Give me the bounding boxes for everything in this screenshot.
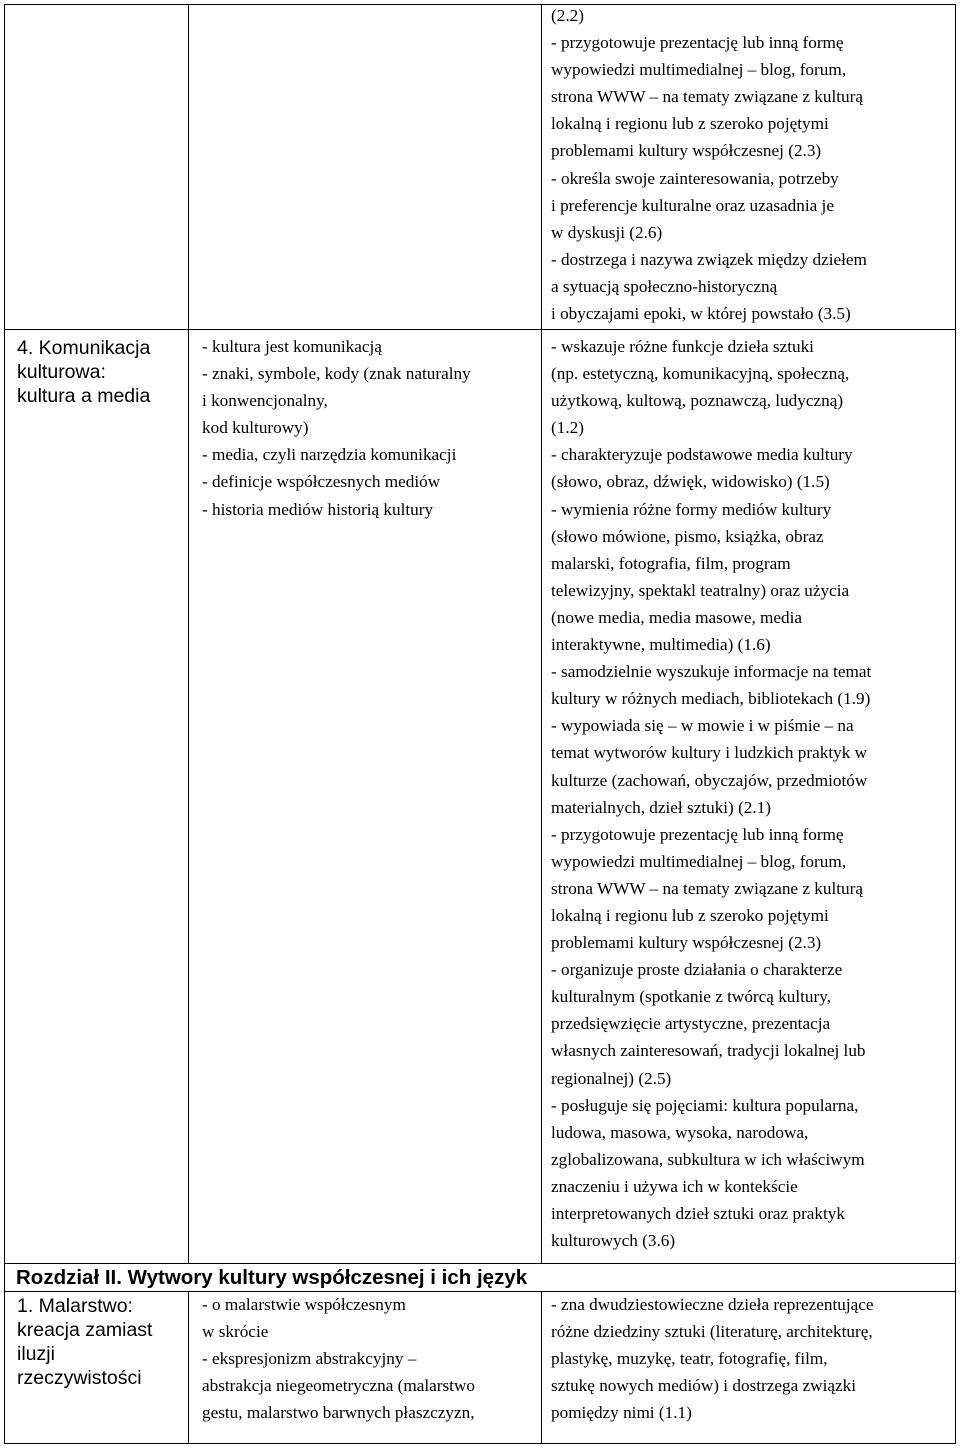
row1-effects-cell: [551, 1291, 874, 1426]
text-line: sztukę nowych mediów) i dostrzega związki: [551, 1376, 856, 1396]
section-heading: Rozdział II. Wytwory kultury współczesnej i ich język: [16, 1266, 528, 1289]
text-line: - charakteryzuje podstawowe media kultury: [551, 445, 853, 465]
text-line: (słowo, obraz, dźwięk, widowisko) (1.5): [551, 472, 830, 492]
text-line: znaczeniu i używa ich w kontekście: [551, 1176, 798, 1196]
text-line: różne dziedziny sztuki (literaturę, architekturę,: [551, 1322, 873, 1342]
text-line: temat wytworów kultury i ludzkich praktyk w: [551, 743, 867, 763]
text-line: strona WWW – na tematy związane z kulturą: [551, 878, 863, 898]
text-line: materialnych, dzieł sztuki) (2.1): [551, 797, 772, 817]
text-line: wypowiedzi multimedialnej – blog, forum,: [551, 851, 846, 871]
row4-topic-cell: [17, 336, 150, 408]
row-divider: [4, 329, 956, 330]
text-line: w dyskusji (2.6): [551, 222, 663, 242]
text-line: - dostrzega i nazywa związek między dziełem: [551, 249, 867, 269]
topic-line: 4. Komunikacja: [17, 337, 151, 359]
row1-topic-cell: [17, 1294, 152, 1390]
text-line: kulturowych (3.6): [551, 1231, 676, 1251]
text-line: (2.2): [551, 6, 584, 25]
text-line: plastykę, muzykę, teatr, fotografię, film,: [551, 1349, 828, 1369]
text-line: - ekspresjonizm abstrakcyjny –: [202, 1349, 417, 1369]
text-line: lokalną i regionu lub z szeroko pojętymi: [551, 905, 829, 925]
text-line: - historia mediów historią kultury: [202, 499, 434, 519]
text-line: kultury w różnych mediach, bibliotekach (1.9): [551, 689, 871, 709]
text-line: gestu, malarstwo barwnych płaszczyzn,: [202, 1403, 475, 1423]
text-line: malarski, fotografia, film, program: [551, 553, 791, 573]
table-border-left: [4, 4, 5, 1444]
text-line: interaktywne, multimedia) (1.6): [551, 635, 771, 655]
text-line: abstrakcja niegeometryczna (malarstwo: [202, 1376, 475, 1396]
text-line: regionalnej) (2.5): [551, 1068, 672, 1088]
text-line: kod kulturowy): [202, 418, 309, 438]
text-line: w skrócie: [202, 1322, 269, 1342]
text-line: problemami kultury współczesnej (2.3): [551, 141, 822, 161]
text-line: - kultura jest komunikacją: [202, 337, 382, 356]
column-divider-1-lower: [188, 1291, 189, 1444]
text-line: - o malarstwie współczesnym: [202, 1295, 406, 1314]
column-divider-2-upper: [541, 4, 542, 1264]
text-line: - posługuje się pojęciami: kultura popularna,: [551, 1095, 859, 1115]
text-line: (np. estetyczną, komunikacyjną, społeczną,: [551, 364, 850, 384]
text-line: interpretowanych dzieł sztuki oraz praktyk: [551, 1204, 845, 1223]
text-line: - przygotowuje prezentację lub inną formę: [551, 33, 844, 53]
section-divider-top: [4, 1263, 956, 1264]
topic-line: kreacja zamiast: [17, 1319, 153, 1341]
text-line: lokalną i regionu lub z szeroko pojętymi: [551, 114, 829, 134]
text-line: - zna dwudziestowieczne dzieła reprezentujące: [551, 1295, 874, 1314]
topic-line: iluzji: [17, 1343, 55, 1365]
text-line: zglobalizowana, subkultura w ich właściwym: [551, 1149, 865, 1169]
topic-line: kultura a media: [17, 385, 151, 407]
row1-content-cell: [202, 1291, 475, 1426]
text-line: - samodzielnie wyszukuje informacje na temat: [551, 662, 872, 682]
text-line: kulturze (zachowań, obyczajów, przedmiotów: [551, 770, 868, 790]
text-line: - przygotowuje prezentację lub inną formę: [551, 824, 844, 844]
table-border-right: [955, 4, 956, 1444]
text-line: - wskazuje różne funkcje dzieła sztuki: [551, 337, 814, 356]
row4-effects-cell: [551, 333, 871, 1254]
text-line: i obyczajami epoki, w której powstało (3.5): [551, 304, 851, 324]
text-line: własnych zainteresowań, tradycji lokalnej lub: [551, 1041, 866, 1061]
text-line: pomiędzy nimi (1.1): [551, 1403, 692, 1423]
row4-content-cell: [202, 333, 471, 523]
column-divider-1-upper: [188, 4, 189, 1264]
text-line: problemami kultury współczesnej (2.3): [551, 933, 822, 953]
text-line: - wypowiada się – w mowie i w piśmie – na: [551, 716, 854, 736]
text-line: użytkową, kultową, poznawczą, ludyczną): [551, 391, 844, 411]
topic-line: kulturowa:: [17, 361, 106, 383]
topic-line: rzeczywistości: [17, 1367, 142, 1389]
text-line: i konwencjonalny,: [202, 391, 328, 411]
topic-line: 1. Malarstwo:: [17, 1295, 133, 1317]
text-line: (nowe media, media masowe, media: [551, 607, 803, 627]
text-line: i preferencje kulturalne oraz uzasadnia je: [551, 195, 834, 215]
text-line: (słowo mówione, pismo, książka, obraz: [551, 526, 824, 546]
text-line: (1.2): [551, 418, 584, 438]
text-line: - określa swoje zainteresowania, potrzeby: [551, 168, 839, 188]
text-line: telewizyjny, spektakl teatralny) oraz użycia: [551, 580, 850, 600]
text-line: przedsięwzięcie artystyczne, prezentacja: [551, 1014, 831, 1034]
text-line: kulturalnym (spotkanie z twórcą kultury,: [551, 987, 832, 1007]
text-line: - media, czyli narzędzia komunikacji: [202, 445, 457, 465]
column-divider-2-lower: [541, 1291, 542, 1444]
text-line: ludowa, masowa, wysoka, narodowa,: [551, 1122, 809, 1142]
row-prev-effects-cell: [551, 2, 867, 327]
text-line: - organizuje proste działania o charakterze: [551, 960, 843, 980]
table-border-bottom: [4, 1443, 956, 1444]
text-line: - znaki, symbole, kody (znak naturalny: [202, 364, 471, 384]
text-line: strona WWW – na tematy związane z kulturą: [551, 87, 863, 107]
text-line: wypowiedzi multimedialnej – blog, forum,: [551, 60, 846, 80]
text-line: a sytuacją społeczno-historyczną: [551, 276, 778, 296]
text-line: - wymienia różne formy mediów kultury: [551, 499, 832, 519]
text-line: - definicje współczesnych mediów: [202, 472, 441, 492]
